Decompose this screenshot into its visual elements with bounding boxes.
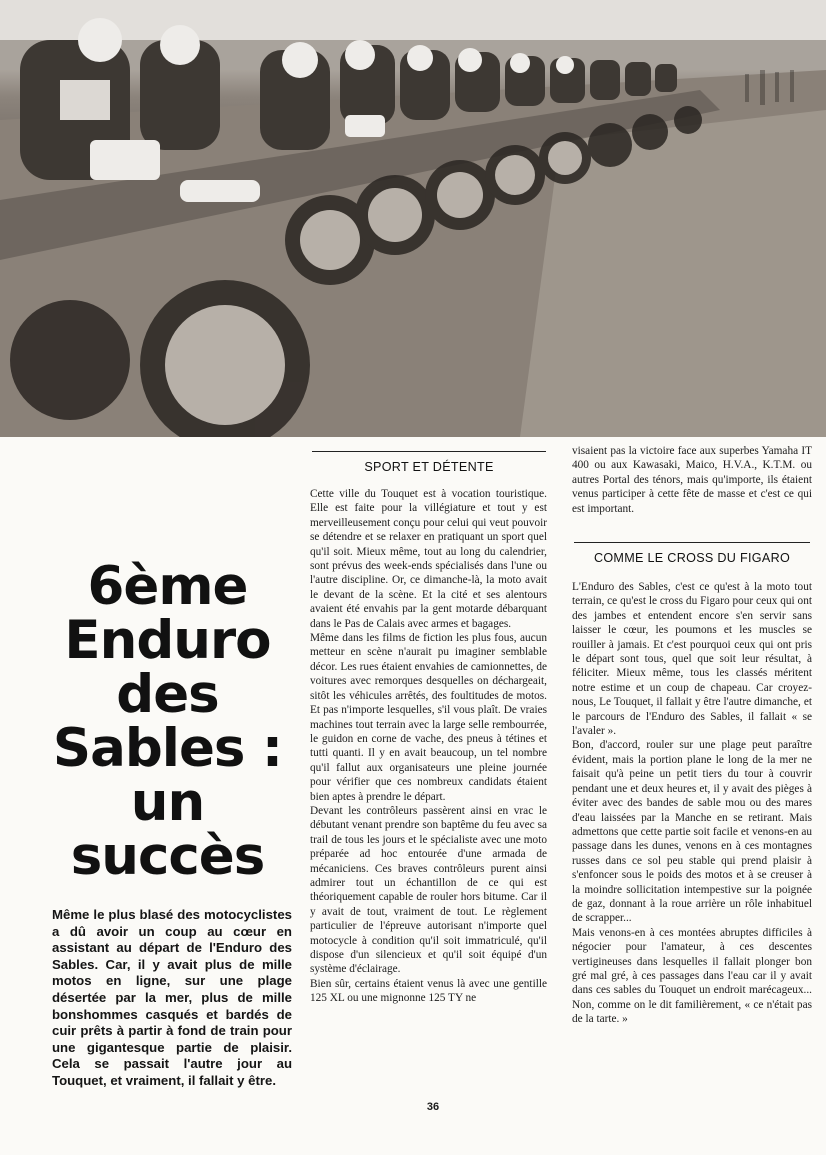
article-lead: Même le plus blasé des motocyclistes a dû avoir un coup au cœur en assistant au départ de l'Enduro des Sables. Car, il y avait plus de mille motos en ligne, sur une plage désertée par la mer, plus de mille bonshommes casqués et bardés de cuir prêts à partir à fond de train pour une gigantesque partie de plaisir. Cela se passait l'autre jour au Touquet, et vraiment, il fallait y être.	[52, 907, 292, 1088]
hero-photo	[0, 0, 826, 437]
headline-line: succès	[70, 826, 265, 887]
column-1	[310, 487, 547, 1006]
paragraph: L'Enduro des Sables, c'est ce qu'est à la moto tout terrain, ce qu'est le cross du Figaro pour ceux qui ont des jambes et entendent encore s'en servir sans laisser le cœur, les poumons et les muscles se rouiller à jamais. Et c'est pourquoi ceux qui ont pris le départ sont tous, quel que soit leur résultat, à féliciter. Mieux même, tous les classés méritent notre estime et un coup de chapeau. Car croyez-nous, Le Touquet, il fallait y être l'autre dimanche, et le parcours de l'Enduro des Sables, il fallait « se l'avaler ».	[572, 581, 812, 738]
paragraph: Mais venons-en à ces montées abruptes difficiles à négocier pour l'amateur, à ces descentes vertigineuses dans lesquelles il fallait plonger bon gré mal gré, à ces passages dans l'eau car il y avait dans ces sables du Touquet un endroit marécageux... Non, comme on le dit familièrement, « ce n'était pas de la tarte. »	[572, 926, 812, 1026]
page-number: 36	[426, 1101, 440, 1113]
paragraph: Devant les contrôleurs passèrent ainsi en vrac le débutant venant prendre son baptême du feu avec sa trail de tous les jours et le spécialiste avec une moto préparée ad hoc entourée d'une armada de mécaniciens. Ces braves contrôleurs purent ainsi admirer tout un échantillon de ce qui est théoriquement capable de rouler hors bitume. Car il y avait de tout, vraiment de tout. Le règlement particulier de l'épreuve autorisant n'importe quel motocycle à condition qu'il soit immatriculé, qu'il dispose d'un silencieux et qu'il soit équipé d'un système d'éclairage.	[310, 804, 547, 976]
section-heading-sport: SPORT ET DÉTENTE	[312, 451, 546, 474]
motorcycles-on-beach-image	[0, 0, 826, 437]
headline-line: Sables :	[52, 718, 283, 779]
paragraph: visaient pas la victoire face aux superbes Yamaha IT 400 ou aux Kawasaki, Maico, H.V.A., K.T.M. ou autres Portal des ténors, mais qu'importe, ils étaient venus participer à cette fête de masse et c'est ce qui est important.	[572, 445, 812, 515]
paragraph: Bon, d'accord, rouler sur une plage peut paraître évident, mais la portion plane le long de la mer ne faisait qu'à peine un petit tiers du tour à couvrir pendant une et deux heures et, il y avait des pièges à éviter avec des bandes de sable mou ou des mares d'eau laissées par la Manche en se retirant. Mais admettons que cette partie soit facile et venons-en au passage dans les dunes, venons en à ces montagnes russes dans ce sol peu stable qui prend plaisir à s'enfoncer sous le poids des motos et à se creuser à la moindre sollicitation intempestive sur la poignée de gaz, donnant à la roue arrière un rôle inhabituel de scrapper...	[572, 739, 812, 925]
paragraph: Même dans les films de fiction les plus fous, aucun metteur en scène n'aurait pu imaginer semblable décor. Les rues étaient envahies de camionnettes, de voitures avec remorques desquelles on déchargeait, sitôt les véhicules arrêtés, des foultitudes de motos. Et pas n'importe lesquelles, s'il vous plaît. De vraies machines tout terrain avec la large selle rembourrée, le guidon en corne de vache, des pneus à tétines et tutti quanti. Il y en avait beaucoup, un tel nombre qu'il fallut aux organisateurs une pleine journée pour vérifier que ces nombreux candidats étaient bien aptes à prendre le départ.	[310, 632, 547, 803]
column-2-bottom	[572, 580, 812, 1027]
headline-line: Enduro	[64, 610, 271, 671]
paragraph: Cette ville du Touquet est à vocation touristique. Elle est faite pour la villégiature et tout y est merveilleusement conçu pour celui qui veut pouvoir se détendre et se relaxer en pratiquant un sport quel qu'il soit. Mieux même, tout au long du calendrier, sont prévus des week-ends spécialisés dans l'une ou l'autre discipline. Or, ce dimanche-là, la moto avait le devant de la scène. Et la cité et ses alentours avaient été envahis par la gent motarde débarquant dans le Pas de Calais avec armes et bagages.	[310, 488, 547, 630]
headline-line: des	[116, 664, 219, 725]
article-headline	[40, 556, 295, 887]
column-2-top	[572, 444, 812, 516]
paragraph: Bien sûr, certains étaient venus là avec une gentille 125 XL ou une mignonne 125 TY ne	[310, 977, 547, 1005]
headline-line: un	[130, 772, 205, 833]
headline-line: 6ème	[87, 556, 248, 617]
section-heading-figaro: COMME LE CROSS DU FIGARO	[574, 542, 810, 565]
